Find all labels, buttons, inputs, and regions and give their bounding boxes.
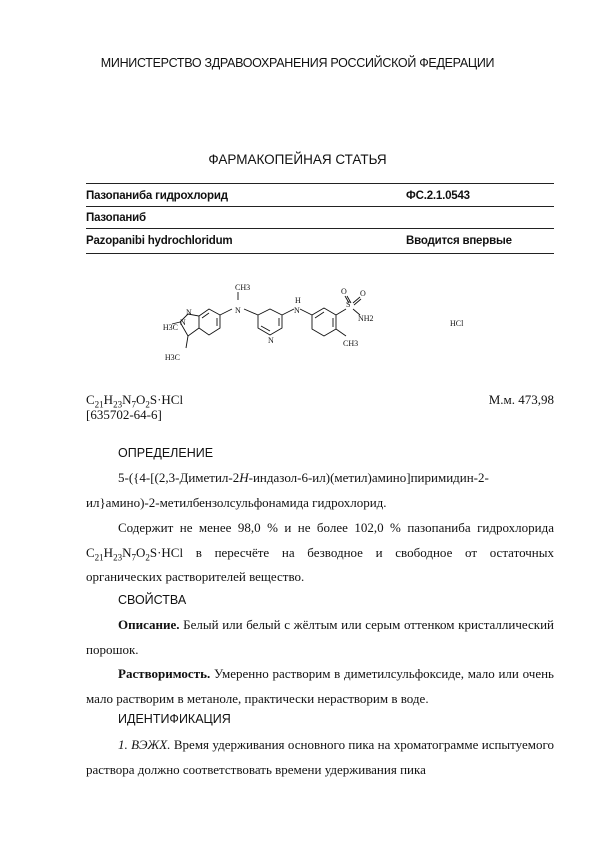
label-h3c-n: H3C [162,323,178,332]
label-o2: O [360,289,366,298]
content-text: Содержит не менее 98,0 % и не более 102,0 % пазопаниба гидрохлорида $C_{21}H_{23}N_7O_2S\cdot HCl$ в пересчёте на безводное и свободное от остаточных органических растворителей вещество. [86,520,554,584]
label-n-pyrimidine: N [268,336,274,345]
description-text: Описание. Белый или белый с жёлтым или серым оттенком кристаллический порошок. [86,617,554,657]
cas-number: [635702-64-6] [86,407,162,422]
label-hcl: HCl [450,319,464,328]
label-o1: O [341,287,347,296]
label-nh2: NH2 [358,314,374,323]
label-nh-n: N [294,306,300,315]
molecular-formula: $C_{21}H_{23}N_7O_2S\cdot HCl$ [86,392,184,410]
solubility-text: Растворимость. Умеренно растворим в диметилсульфоксиде, мало или очень мало растворим в метаноле, практически нерастворим в воде. [86,666,554,706]
label-h3c-c: H3C [164,353,180,362]
label-ch3-ring: CH3 [343,339,359,348]
label-n1: N [180,318,186,327]
section-identification: ИДЕНТИФИКАЦИЯ [118,712,231,726]
monograph-code: ФС.2.1.0543 [406,190,470,202]
label-n-methyl: N [235,306,241,315]
label-n2: N [186,308,192,317]
label-nh-h: H [295,296,301,305]
rule-3 [86,228,554,229]
rule-bottom [86,253,554,254]
substance-name: Пазопаниба гидрохлорид [86,190,228,202]
ministry-header: МИНИСТЕРСТВО ЗДРАВООХРАНЕНИЯ РОССИЙСКОЙ ФЕДЕРАЦИИ [100,56,495,70]
document-title: ФАРМАКОПЕЙНАЯ СТАТЬЯ [208,152,387,167]
substance-short-name: Пазопаниб [86,212,146,224]
section-definition: ОПРЕДЕЛЕНИЕ [118,446,214,460]
introduction-status: Вводится впервые [406,235,512,247]
rule-2 [86,206,554,207]
molecular-weight: М.м. 473,98 [488,392,554,407]
definition-text: 5-({4-[(2,3-Диметил-2H-индазол-6-ил)(метил)амино]пиримидин-2- ил}амино)-2-метилбензолсульфонамида гидрохлорид. [86,470,489,510]
label-s: S [346,300,351,309]
identification-text: 1. ВЭЖХ. Время удерживания основного пика на хроматограмме испытуемого раствора должно соответствовать времени удерживания пика [86,737,554,777]
rule-top [86,183,554,184]
structural-formula [150,278,490,378]
section-properties: СВОЙСТВА [118,593,187,607]
label-ch3-n: CH3 [235,283,251,292]
substance-latin-name: Pazopanibi hydrochloridum [86,235,233,247]
